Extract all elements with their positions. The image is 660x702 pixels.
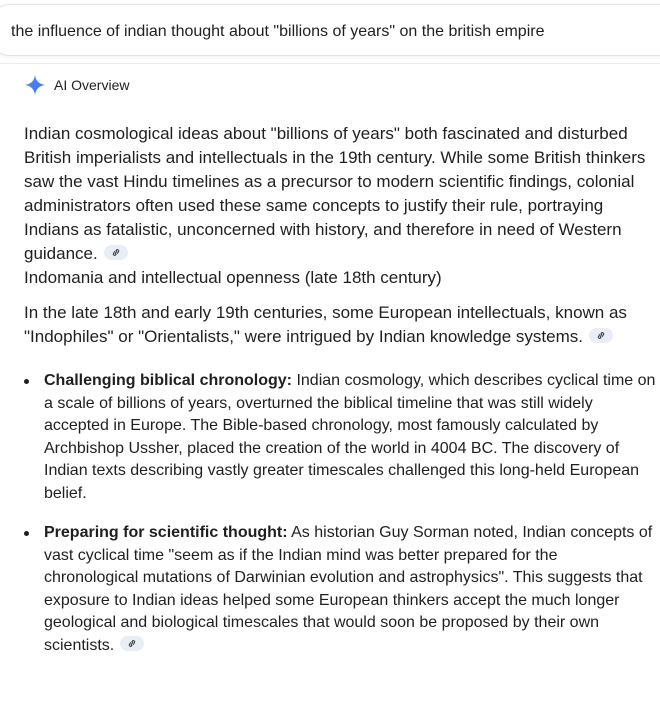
section-heading: Indomania and intellectual openness (late 18th century) (24, 268, 442, 287)
intro-text: Indian cosmological ideas about "billions of years" both fascinated and disturbed British imperialists and intellectuals in the 19th century. While some British thinkers saw the vast Hindu timelines as a precursor to modern scientific findings, colonial administrators often used these same concepts to justify their rule, portraying Indians as fatalistic, unconcerned with history, and therefore in need of Western guidance. (24, 124, 646, 263)
bullet-list (24, 370, 656, 657)
bullet-text: Indian cosmology, which describes cyclical time on a scale of billions of years, overturned the biblical timeline that was still widely accepted in Europe. The Bible-based chronology, most famously calculated by Archbishop Ussher, placed the creation of the world in 4004 BC. The discovery of Indian texts describing vastly greater timescales challenged this long-held European belief. (44, 372, 656, 502)
source-link-chip[interactable] (104, 245, 128, 260)
source-link-chip[interactable] (120, 636, 144, 651)
ai-overview-content (24, 122, 656, 657)
gemini-sparkle-icon (24, 74, 46, 96)
link-icon (127, 639, 137, 648)
bullet-lead: Challenging biblical chronology: (44, 372, 293, 389)
bullet-text: As historian Guy Sorman noted, Indian concepts of vast cyclical time "seem as if the Indian mind was better prepared for the chronological mutations of Darwinian evolution and astrophysics". This suggests that exposure to Indian ideas helped some European thinkers accept the much longer geological and biological timescales that would soon be proposed by their own scientists. (44, 524, 653, 654)
section-intro-text: In the late 18th and early 19th centuries, some European intellectuals, known as "Indophiles" or "Orientalists," were intrigued by Indian knowledge systems. (24, 303, 627, 346)
source-link-chip[interactable] (589, 328, 613, 343)
divider (0, 63, 660, 64)
ai-overview-label: AI Overview (54, 77, 130, 93)
section-paragraph (24, 301, 656, 349)
search-bar[interactable] (0, 4, 660, 56)
bullet-lead: Preparing for scientific thought: (44, 524, 288, 541)
link-icon (596, 331, 606, 340)
link-icon (111, 248, 121, 257)
ai-overview-header (24, 73, 129, 97)
list-item (24, 370, 656, 505)
list-item (24, 522, 656, 657)
intro-paragraph (24, 122, 656, 266)
search-query[interactable]: the influence of indian thought about "billions of years" on the british empire (11, 23, 545, 40)
